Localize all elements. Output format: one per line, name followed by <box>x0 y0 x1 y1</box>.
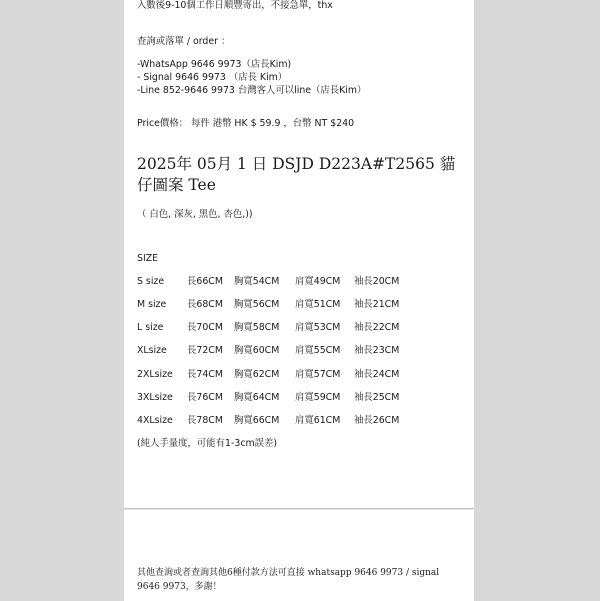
right-margin <box>474 0 600 600</box>
sleeve-cell: 袖長23CM <box>354 345 400 356</box>
sleeve-cell: 袖長26CM <box>354 415 400 426</box>
whatsapp-contact: -WhatsApp 9646 9973（店長Kim) <box>137 59 292 70</box>
sleeve-cell: 袖長21CM <box>354 299 400 310</box>
chest-cell: 胸寬58CM <box>234 322 280 333</box>
length-cell: 長72CM <box>187 345 223 356</box>
product-title: 2025年 05月 1 日 DSJD D223A#T2565 貓仔圖案 Tee <box>137 155 456 194</box>
chest-cell: 胸寬64CM <box>234 392 280 403</box>
size-label: 4XLsize <box>137 415 173 426</box>
footer-contact-text: 其他查詢或者查詢其他6種付款方法可直接 whatsapp 9646 9973 / signal 9646 9973，多謝！ <box>137 568 440 592</box>
shoulder-cell: 肩寬59CM <box>295 392 341 403</box>
shoulder-cell: 肩寬53CM <box>295 322 341 333</box>
shoulder-cell: 肩寬49CM <box>295 276 341 287</box>
shipping-note: 入數後9-10個工作日順豐寄出，不接急單，thx <box>137 0 333 11</box>
signal-contact: - Signal 9646 9973 （店長 Kim） <box>137 72 288 83</box>
length-cell: 長70CM <box>187 322 223 333</box>
sleeve-cell: 袖長25CM <box>354 392 400 403</box>
order-heading: 查詢或落單 / order ： <box>137 36 231 47</box>
size-label: 3XLsize <box>137 392 173 403</box>
price-line: Price價格： 每件 港幣 HK $ 59.9 ，台幣 NT $240 <box>137 118 355 129</box>
shoulder-cell: 肩寬61CM <box>295 415 341 426</box>
chest-cell: 胸寬62CM <box>234 369 280 380</box>
length-cell: 長66CM <box>187 276 223 287</box>
sleeve-cell: 袖長24CM <box>354 369 400 380</box>
sleeve-cell: 袖長22CM <box>354 322 400 333</box>
size-label: 2XLsize <box>137 369 173 380</box>
left-margin <box>0 0 124 600</box>
length-cell: 長68CM <box>187 299 223 310</box>
size-label: L size <box>137 322 164 333</box>
shoulder-cell: 肩寬51CM <box>295 299 341 310</box>
size-label: XLsize <box>137 345 167 356</box>
size-heading: SIZE <box>137 253 159 264</box>
size-label: S size <box>137 276 165 287</box>
length-cell: 長76CM <box>187 392 223 403</box>
length-cell: 長78CM <box>187 415 223 426</box>
document-viewer[interactable] <box>124 0 474 600</box>
color-options: （ 白色, 深灰, 黑色, 杏色,)) <box>137 209 253 220</box>
chest-cell: 胸寬60CM <box>234 345 280 356</box>
page-2 <box>124 509 474 601</box>
page-1 <box>124 0 474 509</box>
size-label: M size <box>137 299 167 310</box>
line-contact: -Line 852-9646 9973 台灣客人可以line（店長Kim） <box>137 85 367 96</box>
sleeve-cell: 袖長20CM <box>354 276 400 287</box>
chest-cell: 胸寬66CM <box>234 415 280 426</box>
chest-cell: 胸寬54CM <box>234 276 280 287</box>
shoulder-cell: 肩寬55CM <box>295 345 341 356</box>
measurement-note: (純人手量度，可能有1-3cm誤差) <box>137 438 278 449</box>
shoulder-cell: 肩寬57CM <box>295 369 341 380</box>
chest-cell: 胸寬56CM <box>234 299 280 310</box>
length-cell: 長74CM <box>187 369 223 380</box>
